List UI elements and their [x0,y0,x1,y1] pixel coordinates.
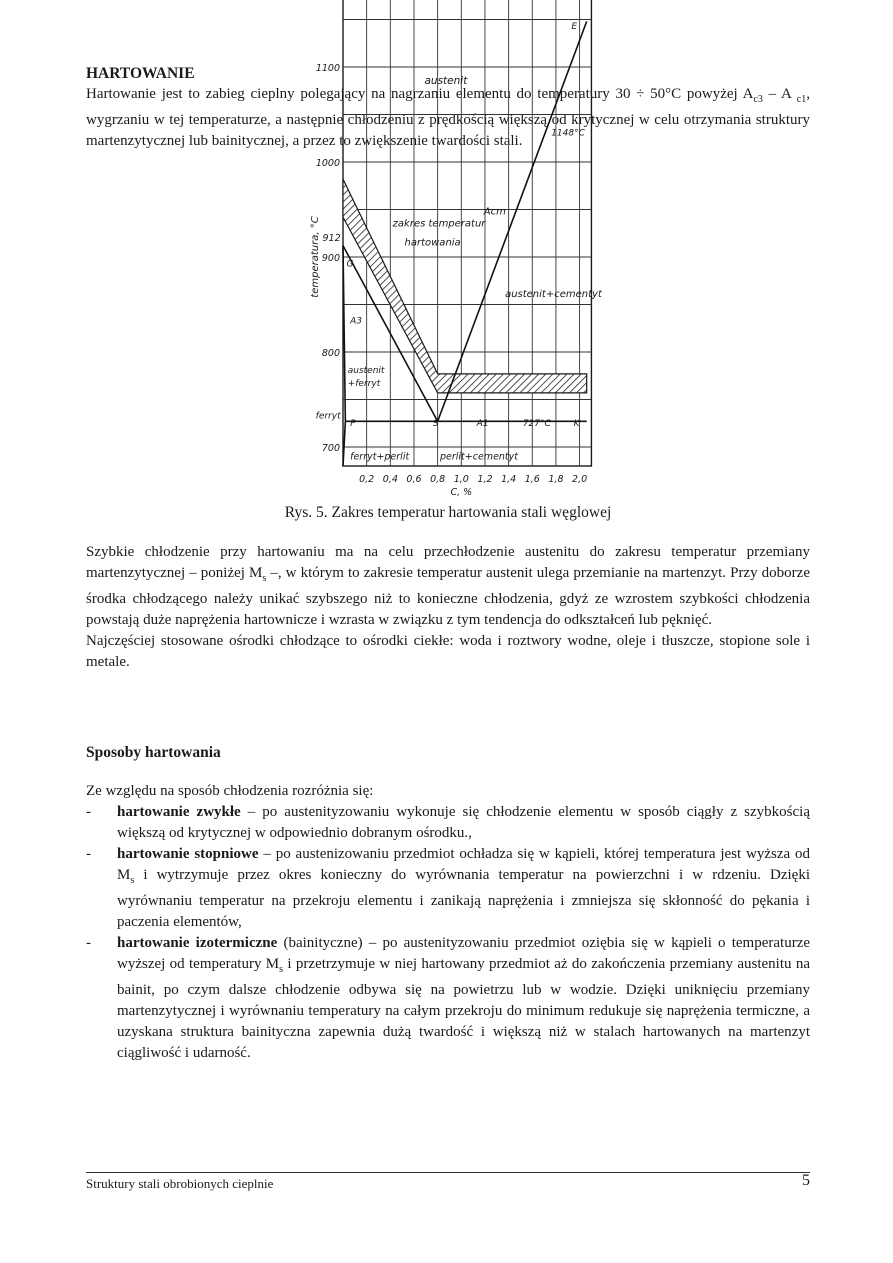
phase-label-range1: zakres temperatur [392,218,486,230]
phase-label-range2: hartowania [404,237,461,249]
x-tick-label: 1,8 [548,474,564,485]
footer-title: Struktury stali obrobionych cieplnie [86,1176,274,1191]
methods-list-block [86,781,810,1064]
page-number: 5 [802,1172,810,1189]
y-tick-label: 900 [321,253,340,264]
methods-intro: Ze względu na sposób chłodzenia rozróżnia się: [86,783,374,799]
methods-section [86,742,810,763]
phase-label-g: G [346,259,354,270]
x-tick-label: 2,0 [572,474,588,485]
x-tick-label: 1,0 [453,474,469,485]
phase-label-s: S [432,419,439,430]
list-item: - hartowanie zwykłe – po austenityzowaniu wykonuje się chłodzenie elementu w sposób ciągły z szybkością większą od krytycznej w odpowiednio dobranym ośrodku., [86,804,810,841]
x-tick-label: 0,6 [406,474,422,485]
intro-paragraph: Hartowanie jest to zabieg cieplny polegający na nagrzaniu elementu do temperatury 30 ÷ 50°C powyżej $A_{c3}$ – A $_{c1}$, wygrzaniu w tej temperaturze, a następnie chłodzeniu z prędkością większą od krytycznej w celu otrzymania struktury martenzytycznej lub bainitycznej, a przez to zwiększenie twardości stali. [86,86,810,149]
phase-label-y912: 912 [322,232,341,244]
phase-label-aust_cem: austenit+cementyt [505,288,602,300]
phase-label-a1: A1 [476,419,489,430]
y-tick-label: 1000 [315,158,340,169]
section-title-hartowanie: HARTOWANIE [86,65,195,82]
cooling-media-paragraph: Najczęściej stosowane ośrodki chłodzące to ośrodki ciekłe: woda i roztwory wodne, oleje i tłuszcze, stopione sole i metale. [86,633,810,670]
x-tick-label: 0,2 [359,474,375,485]
list-dash: - [86,804,91,820]
list-item: - hartowanie izotermiczne (bainityczne) – po austenityzowaniu przedmiot oziębia się w kąpieli o temperaturze wyższej od temperatury $M_s$ i przetrzymuje w niej hartowany przedmiot aż do zakończenia przemiany austenitu na bainit, po czym dalsze chłodzenie odbywa się na powietrzu lub w wodzie. Dzięki uniknięciu przemiany martenzytycznej i wyrównaniu temperatury na całym przekroju do minimum redukuje się naprężenia termiczne, a uzyskana struktura bainityczna zapewnia dużą twardość i większą niż w stalach hartowanych na martenzyt ciągliwość i udarność. [86,935,811,1061]
phase-label-e: E [571,22,578,32]
chart-grid [343,0,591,466]
chart-frame [343,0,591,466]
x-axis-label: C, % [450,487,473,498]
cooling-paragraph: Szybkie chłodzenie przy hartowaniu ma na celu przechłodzenie austenitu do zakresu temperatur przemiany martenzytycznej – poniżej $M_s$ –, w którym to zakresie temperatur austenit ulega przemianie na martenzyt. Przy doborze środka chłodzącego należy unikać szybszego niż to konieczne chłodzenia, gdyż ze wzrostem szybkości chłodzenia powstają duże naprężenia hartownicze i wzrasta w związku z tym tendencja do odkształceń lub pęknięć. [86,544,810,628]
list-dash: - [86,935,91,951]
x-tick-label: 1,2 [477,474,493,485]
phase-label-t1148: 1148°C [551,128,585,139]
hardening-range-hatch [343,179,587,393]
phase-label-fer_perl: ferryt+perlit [350,451,410,463]
x-tick-label: 1,6 [524,474,540,485]
cooling-section [86,542,810,673]
y-axis-label: temperatura, °C [310,216,321,298]
phase-label-perl_cem: perlit+cementyt [440,451,519,463]
phase-label-ferryt: ferryt [315,411,341,422]
y-tick-label: 700 [321,443,340,454]
x-tick-label: 0,8 [430,474,446,485]
hardening-range-band [343,179,587,393]
y-tick-label: 800 [321,348,340,359]
phase-label-acm: Acm [483,206,506,218]
methods-list [86,802,810,1064]
iron-carbon-diagram [0,0,893,510]
list-dash: - [86,846,91,862]
x-tick-label: 0,4 [382,474,398,485]
phase-label-a3: A3 [350,316,362,327]
phase-label-p: P [350,419,356,430]
phase-label-t727: 727°C [522,419,551,430]
phase-label-k: K [573,419,580,430]
phase-label-aust_fer2: +ferryt [347,379,381,390]
figure-caption: Rys. 5. Zakres temperatur hartowania stali węglowej [284,504,612,521]
x-tick-label: 1,4 [501,474,517,485]
phase-label-aust_fer1: austenit [347,365,385,376]
list-item: - hartowanie stopniowe – po austenizowaniu przedmiot ochładza się w kąpieli, której temperatura jest wyższa od $M_s$ i wytrzymuje przez okres konieczny do wyrównania temperatur na powierzchni i w rdzeniu. Dzięki wyrównaniu temperatur na przekroju elementu i zanikają naprężenia i zmniejsza się skłonność do pękania i paczenia elementów, [86,846,811,930]
y-tick-label: 1100 [315,63,340,74]
phase-label-austenit: austenit [424,75,468,88]
section-title-sposoby: Sposoby hartowania [86,744,221,761]
